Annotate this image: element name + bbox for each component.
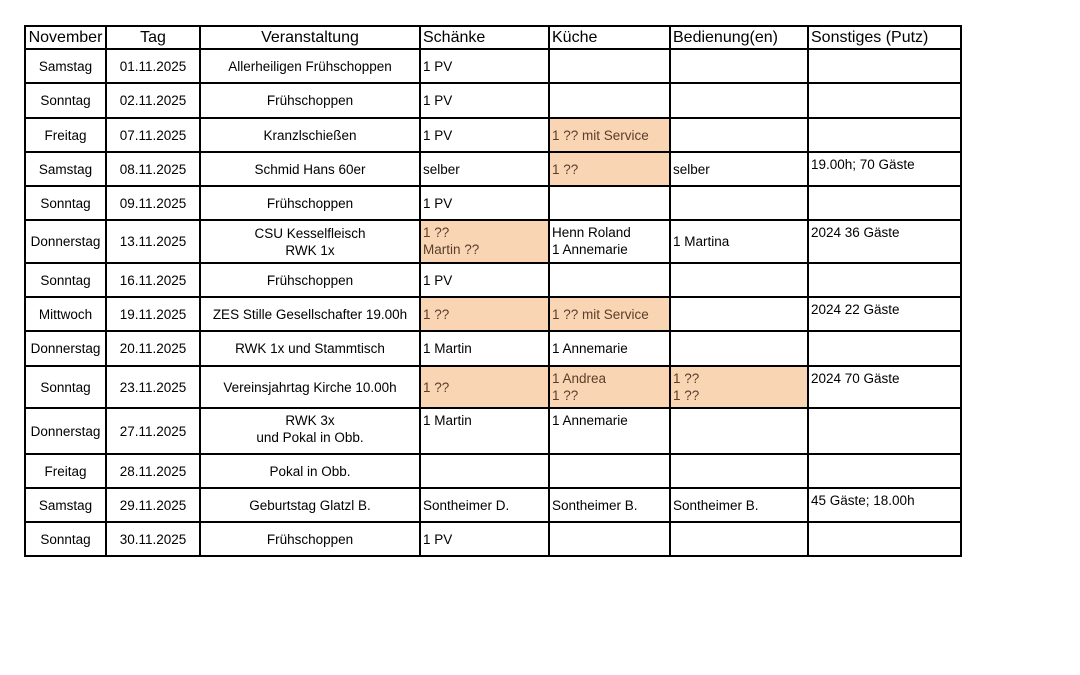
table-row [25,118,961,152]
weekday-cell: Donnerstag [25,220,106,263]
schaenke-cell: 1 ?? [420,297,549,331]
weekday-cell: Sonntag [25,263,106,297]
date-cell: 23.11.2025 [106,366,200,408]
kueche-cell: Henn Roland 1 Annemarie [549,220,670,263]
date-cell: 16.11.2025 [106,263,200,297]
date-cell: 28.11.2025 [106,454,200,488]
weekday-cell: Samstag [25,152,106,186]
date-cell: 02.11.2025 [106,83,200,118]
kueche-cell: 1 ?? mit Service [549,118,670,152]
schaenke-cell: 1 PV [420,186,549,220]
kueche-cell: 1 ?? [549,152,670,186]
kueche-cell [549,522,670,556]
kueche-cell [549,83,670,118]
table-row [25,454,961,488]
header-schaenke: Schänke [420,26,549,49]
weekday-cell: Sonntag [25,83,106,118]
sonstiges-cell [808,454,961,488]
table-row [25,220,961,263]
table-row [25,488,961,522]
event-cell: CSU Kesselfleisch RWK 1x [200,220,420,263]
bedienung-cell: selber [670,152,808,186]
weekday-cell: Donnerstag [25,331,106,366]
table-row [25,83,961,118]
sonstiges-cell: 2024 22 Gäste [808,297,961,331]
sonstiges-cell [808,522,961,556]
kueche-cell [549,186,670,220]
sonstiges-cell [808,263,961,297]
kueche-cell: 1 Andrea 1 ?? [549,366,670,408]
sonstiges-cell [808,408,961,454]
event-cell: Frühschoppen [200,522,420,556]
table-row [25,186,961,220]
date-cell: 27.11.2025 [106,408,200,454]
table-row [25,331,961,366]
sonstiges-cell: 2024 70 Gäste [808,366,961,408]
table-row [25,263,961,297]
header-kueche: Küche [549,26,670,49]
table-row [25,297,961,331]
weekday-cell: Freitag [25,118,106,152]
event-cell: Kranzlschießen [200,118,420,152]
sonstiges-cell [808,118,961,152]
header-month: November [25,26,106,49]
schaenke-cell: 1 PV [420,522,549,556]
kueche-cell: Sontheimer B. [549,488,670,522]
kueche-cell: 1 Annemarie [549,331,670,366]
bedienung-cell [670,49,808,83]
schaenke-cell: 1 ?? Martin ?? [420,220,549,263]
weekday-cell: Samstag [25,49,106,83]
event-cell: Allerheiligen Frühschoppen [200,49,420,83]
sonstiges-cell: 45 Gäste; 18.00h [808,488,961,522]
schaenke-cell: selber [420,152,549,186]
date-cell: 30.11.2025 [106,522,200,556]
bedienung-cell [670,522,808,556]
schaenke-cell [420,454,549,488]
table-row [25,408,961,454]
event-cell: RWK 3x und Pokal in Obb. [200,408,420,454]
kueche-cell: 1 ?? mit Service [549,297,670,331]
schaenke-cell: 1 PV [420,263,549,297]
weekday-cell: Donnerstag [25,408,106,454]
event-cell: Frühschoppen [200,263,420,297]
schaenke-cell: Sontheimer D. [420,488,549,522]
event-cell: Frühschoppen [200,83,420,118]
bedienung-cell [670,297,808,331]
date-cell: 20.11.2025 [106,331,200,366]
header-event: Veranstaltung [200,26,420,49]
weekday-cell: Sonntag [25,186,106,220]
sonstiges-cell [808,186,961,220]
date-cell: 09.11.2025 [106,186,200,220]
event-cell: Pokal in Obb. [200,454,420,488]
date-cell: 29.11.2025 [106,488,200,522]
kueche-cell: 1 Annemarie [549,408,670,454]
weekday-cell: Mittwoch [25,297,106,331]
bedienung-cell [670,454,808,488]
date-cell: 08.11.2025 [106,152,200,186]
schaenke-cell: 1 PV [420,83,549,118]
date-cell: 13.11.2025 [106,220,200,263]
date-cell: 01.11.2025 [106,49,200,83]
weekday-cell: Freitag [25,454,106,488]
kueche-cell [549,263,670,297]
weekday-cell: Samstag [25,488,106,522]
sonstiges-cell: 2024 36 Gäste [808,220,961,263]
event-cell: RWK 1x und Stammtisch [200,331,420,366]
sonstiges-cell [808,331,961,366]
bedienung-cell: 1 ?? 1 ?? [670,366,808,408]
sonstiges-cell: 19.00h; 70 Gäste [808,152,961,186]
table-row [25,366,961,408]
date-cell: 07.11.2025 [106,118,200,152]
schaenke-cell: 1 Martin [420,408,549,454]
date-cell: 19.11.2025 [106,297,200,331]
schaenke-cell: 1 PV [420,118,549,152]
header-bedienung: Bedienung(en) [670,26,808,49]
kueche-cell [549,49,670,83]
sonstiges-cell [808,83,961,118]
header-row [25,26,961,49]
event-cell: Geburtstag Glatzl B. [200,488,420,522]
schaenke-cell: 1 PV [420,49,549,83]
sonstiges-cell [808,49,961,83]
header-day: Tag [106,26,200,49]
header-sonstiges: Sonstiges (Putz) [808,26,961,49]
bedienung-cell [670,186,808,220]
schedule-table [24,25,962,557]
table-row [25,49,961,83]
table-row [25,152,961,186]
event-cell: Frühschoppen [200,186,420,220]
schaenke-cell: 1 ?? [420,366,549,408]
bedienung-cell: 1 Martina [670,220,808,263]
kueche-cell [549,454,670,488]
schaenke-cell: 1 Martin [420,331,549,366]
bedienung-cell [670,118,808,152]
bedienung-cell: Sontheimer B. [670,488,808,522]
weekday-cell: Sonntag [25,366,106,408]
bedienung-cell [670,83,808,118]
bedienung-cell [670,263,808,297]
weekday-cell: Sonntag [25,522,106,556]
event-cell: Vereinsjahrtag Kirche 10.00h [200,366,420,408]
event-cell: ZES Stille Gesellschafter 19.00h [200,297,420,331]
bedienung-cell [670,331,808,366]
bedienung-cell [670,408,808,454]
table-row [25,522,961,556]
event-cell: Schmid Hans 60er [200,152,420,186]
